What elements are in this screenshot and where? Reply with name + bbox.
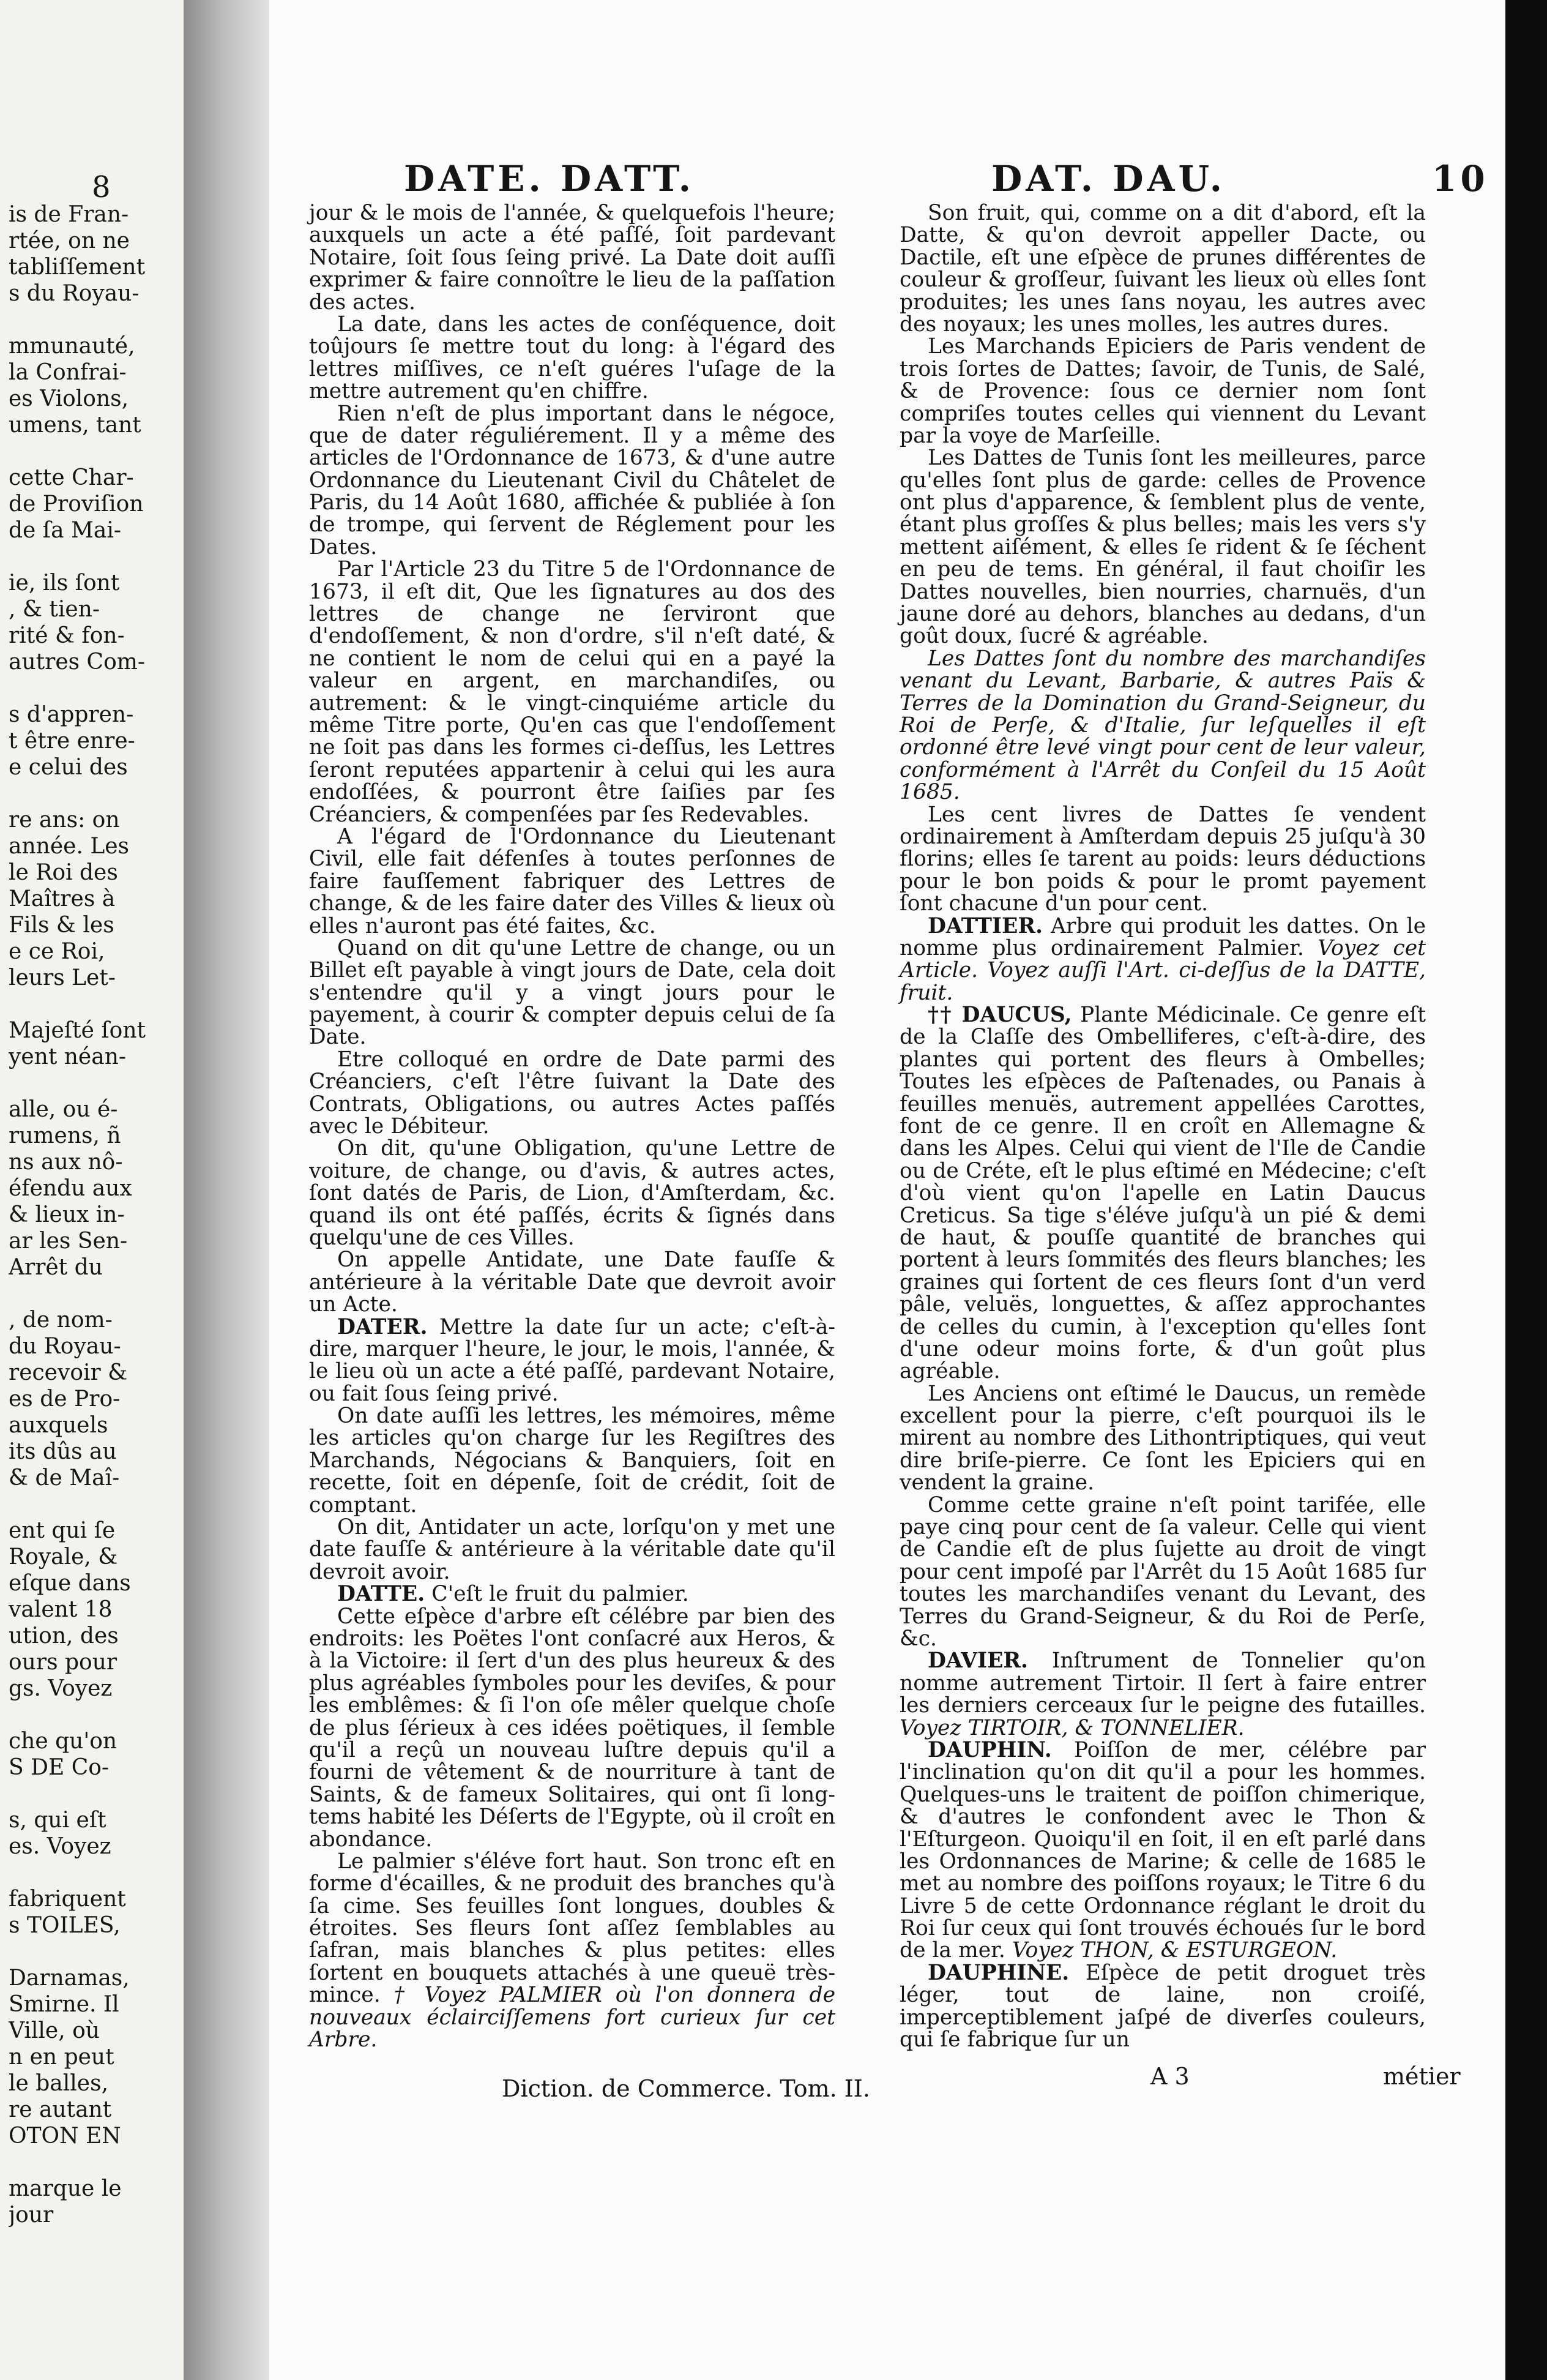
running-head-left: DATE. DATT. [404,158,695,200]
cross-reference: Voyez cet Article. Voyez auſſi l'Art. ci-deſſus de la DATTE, fruit. [900,935,1426,1005]
paragraph: Les Anciens ont eſtimé le Daucus, un remède excellent pour la pierre, c'eſt pourquoi ils le mirent au nombre des Lithontriptiques, qui veut dire briſe-pierre. Ce ſont les Epiciers qui en vendent la graine. [900,1381,1426,1495]
paragraph: Les cent livres de Dattes ſe vendent ordinairement à Amſterdam depuis 25 juſqu'à 30 florins; elles ſe tarent au poids: leurs déductions pour le bon poids & pour le promt payement ſont chacune d'un pour cent. [900,802,1426,916]
facing-page-line: Smirne. Il [9,1992,119,2017]
facing-page-line: Maîtres à [9,886,116,911]
paragraph: On appelle Antidate, une Date fauſſe & antérieure à la véritable Date que devroit avoir un Acte. [309,1248,835,1317]
entry-headword: DAUPHINE. [928,1960,1070,1985]
facing-page-line: & de Maî- [9,1465,120,1491]
facing-page-fragment [0,0,184,2380]
facing-page-line: che qu'on [9,1729,117,1754]
cross-reference: Voyez THON, & ESTURGEON. [1012,1938,1338,1963]
facing-page-line: umens, tant [9,413,141,438]
facing-page-line: e ce Roi, [9,939,105,964]
entry-davier: DAVIER. Inſtrument de Tonnelier qu'on nomme autrement Tirtoir. Il ſert à faire entrer les derniers cerceaux ſur le peigne des futailles. Voyez TIRTOIR, & TONNELIER. [900,1648,1426,1740]
facing-page-line: yent néan- [9,1044,127,1069]
facing-page-line: s, qui eſt [9,1808,106,1833]
facing-page-line: rité & fon- [9,623,125,648]
facing-page-line: Royale, & [9,1544,118,1570]
paragraph: Les Dattes de Tunis ſont les meilleures, parce qu'elles ſont plus de garde: celles de Provence ont plus d'apparence, & ſemblent plus de vente, étant plus groſſes & plus belles; mais les vers s'y mettent aiſément, & elles ſe rident & ſe ſéchent en peu de tems. En général, il faut choiſir les Dattes nouvelles, bien nourries, charnuës, d'un jaune doré au dehors, blanches au dedans, d'un goût doux, ſucré & agréable. [900,446,1426,649]
facing-page-line: leurs Let- [9,965,116,990]
entry-headword: DATER. [337,1314,428,1339]
scan-border [1505,0,1547,2380]
facing-page-line: s TOILES, [9,1913,121,1938]
volume-signature: Diction. de Commerce. Tom. II. [502,2075,870,2102]
facing-page-line: ent qui ſe [9,1518,116,1543]
facing-page-line: n en peut [9,2045,114,2070]
paragraph: Le palmier s'éléve fort haut. Son tronc eſt en forme d'écailles, & ne produit des branches qu'à ſa cime. Ses feuilles ſont longues, doubles & étroites. Ses fleurs ſont aſſez ſemblables au ſafran, mais blanches & plus petites: elles ſortent en bouquets attachés à une queuë très-mince. † Voyez PALMIER où l'on donnera de nouveaux éclairciſſemens fort curieux ſur cet Arbre. [309,1849,835,2053]
facing-page-line: ns aux nô- [9,1150,123,1175]
facing-page-line: ution, des [9,1623,119,1648]
paragraph: Comme cette graine n'eſt point tarifée, elle paye cinq pour cent de ſa valeur. Celle qui vient de Candie eſt de plus ſujette au droit de vingt pour cent impoſé par l'Arrêt du 15 Août 1685 ſur toutes les marchandiſes venant du Levant, des Terres du Grand-Seigneur, & du Roi de Perſe, &c. [900,1492,1426,1651]
entry-dater: DATER. Mettre la date ſur un acte; c'eſt-à-dire, marquer l'heure, le jour, le mois, l'année, & le lieu où un acte a été paſſé, pardevant Notaire, ou fait ſous ſeing privé. [309,1314,836,1406]
facing-page-line: de Proviſion [9,492,144,517]
facing-page-line: le Roi des [9,860,118,885]
entry-dauphine: DAUPHINE. Eſpèce de petit droguet très léger, tout de laine, non croiſé, imperceptiblement jaſpé de diverſes couleurs, qui ſe fabrique ſur un [900,1960,1426,2053]
entry-daucus: †† DAUCUS, Plante Médicinale. Ce genre eſt de la Claſſe des Ombelliferes, c'eſt-à-dire, des plantes qui portent des fleurs à Ombelles; Toutes les eſpèces de Paſtenades, ou Panais à feuilles menuës, autrement appellées Carottes, font de ce genre. Il en croît en Allemagne & dans les Alpes. Celui qui vient de l'Ile de Candie ou de Créte, eſt le plus eſtimé en Médecine; c'eſt d'où vient qu'on l'apelle en Latin Daucus Creticus. Sa tige s'éléve juſqu'à un pié & demi de haut, & pouſſe quantité de branches qui portent à leurs ſommités des fleurs blanches; les graines qui ſortent de ces fleurs ſont d'un verd pâle, veluës, longuettes, & aſſez approchantes de celles du cumin, à l'exception qu'elles ſont d'une odeur moins forte, & d'un goût plus agréable. [900,1003,1426,1384]
facing-page-line: S DE Co- [9,1755,110,1780]
facing-page-line: valent 18 [9,1597,113,1622]
page-number: 10 [1432,158,1489,200]
paragraph: Rien n'eſt de plus important dans le négoce, que de dater réguliérement. Il y a même des articles de l'Ordonnance de 1673, & d'une autre Ordonnance du Lieutenant Civil du Châtelet de Paris, du 14 Août 1680, affichée & publiée à ſon de trompe, qui ſervent de Réglement pour les Dates. [309,401,835,559]
facing-page-line: ie, ils ſont [9,571,120,596]
facing-page-line: la Confrai- [9,360,127,385]
paragraph: On dit, Antidater un acte, lorſqu'on y met une date fauſſe & antérieure à la véritable date qu'il devroit avoir. [309,1515,835,1584]
facing-page-line: Fils & les [9,913,114,938]
facing-page-line: du Royau- [9,1334,121,1359]
facing-page-line: s d'appren- [9,702,134,727]
entry-headword: DATTE. [337,1582,425,1607]
facing-page-line: rumens, ñ [9,1123,121,1148]
entry-dattier: DATTIER. Arbre qui produit les dattes. On le nomme plus ordinairement Palmier. Voyez cet Article. Voyez auſſi l'Art. ci-deſſus de la DATTE, fruit. [900,913,1426,1005]
facing-page-line: de ſa Mai- [9,518,122,543]
facing-page-line: OTON EN [9,2124,121,2149]
facing-page-line: Ville, où [9,2018,100,2043]
facing-page-line: le balles, [9,2071,109,2096]
facing-page-line: t être enre- [9,728,135,754]
paragraph: Son fruit, qui, comme on a dit d'abord, eſt la Datte, & qu'on devroit appeller Dacte, ou Dactile, eſt une eſpèce de prunes différentes de couleur & groſſeur, ſuivant les lieux où elles ſont produites; les unes ſans noyau, les autres avec des noyaux; les unes molles, les autres dures. [900,201,1426,337]
paragraph: Cette eſpèce d'arbre eſt célébre par bien des endroits: les Poëtes l'ont conſacré aux Heros, & à la Victoire: il ſert d'un des plus heureux & des plus agréables ſymboles pour les deviſes, & pour les emblêmes: & ſi l'on oſe mêler quelque choſe de plus ſérieux à ces idées poëtiques, il ſemble qu'il a reçû un nouveau luſtre depuis qu'il a fourni de vêtement & de nourriture à tant de Saints, & de fameux Solitaires, qui ont ſi long-tems habité les Déſerts de l'Egypte, où il croît en abondance. [309,1604,835,1852]
facing-page-line: jour [9,2202,54,2228]
facing-page-line: ar les Sen- [9,1229,128,1254]
facing-page-line: its dûs au [9,1439,117,1464]
facing-page-line: année. Les [9,834,130,859]
entry-headword: DATTIER. [928,913,1043,938]
facing-page-line: re ans: on [9,807,120,833]
facing-page-line: auxquels [9,1413,108,1438]
signature-mark: A 3 [1150,2063,1190,2090]
facing-page-line: eſque dans [9,1571,131,1596]
cross-reference: Voyez TIRTOIR, & TONNELIER. [900,1715,1245,1740]
paragraph: Les Dattes ſont du nombre des marchandiſes venant du Levant, Barbarie, & autres Païs & Terres de la Domination du Grand-Seigneur, du Roi de Perſe, & d'Italie, ſur leſquelles il eſt ordonné être levé vingt pour cent de leur valeur, conformément à l'Arrêt du Conſeil du 15 Août 1685. [900,646,1426,805]
left-column [309,202,835,2051]
running-head-right: DAT. DAU. [991,158,1226,200]
paragraph: Quand on dit qu'une Lettre de change, ou un Billet eſt payable à vingt jours de Date, cela doit s'entendre qu'il y a vingt jours pour le payement, à courir & compter depuis celui de ſa Date. [309,935,835,1050]
facing-page-line: Darnamas, [9,1966,130,1991]
facing-page-line: e celui des [9,755,128,780]
facing-page-line: Arrêt du [9,1255,103,1280]
facing-page-line: éfendu aux [9,1176,132,1201]
catchword: métier [1383,2063,1461,2090]
facing-page-line: & lieux in- [9,1202,125,1227]
paragraph: A l'égard de l'Ordonnance du Lieutenant Civil, elle fait défenſes à toutes perſonnes de faire fauſſement fabriquer des Lettres de change, & de les faire dater des Villes & lieux où elles n'auront pas été faites, &c. [309,824,835,938]
facing-page-line: mmunauté, [9,334,135,359]
facing-page-line: , de nom- [9,1308,113,1333]
paragraph: jour & le mois de l'année, & quelquefois l'heure; auxquels un acte a été paſſé, ſoit pardevant Notaire, ſoit ſous ſeing privé. La Date doit auſſi exprimer & faire connoître le lieu de la paſſation des actes. [309,201,835,315]
facing-page-line: recevoir & [9,1360,128,1385]
facing-page-line: es Violons, [9,386,129,411]
paragraph: Par l'Article 23 du Titre 5 de l'Ordonnance de 1673, il eſt dit, Que les ſignatures au dos des lettres de change ne ſerviront que d'endoſſement, & non d'ordre, s'il n'eſt daté, & ne contient le nom de celui qui en a payé la valeur en argent, en marchandiſes, ou autrement: & le vingt-cinquiéme article du même Titre porte, Qu'en cas que l'endoſſement ne ſoit pas dans les formes ci-deſſus, les Lettres ſeront reputées appartenir à celui qui les aura endoſſées, & pourront être ſaiſies par ſes Créanciers, & compenſées par ſes Redevables. [309,557,835,827]
paragraph: Les Marchands Epiciers de Paris vendent de trois ſortes de Dattes; ſavoir, de Tunis, de Salé, & de Provence: ſous ce dernier nom ſont compriſes toutes celles qui viennent du Levant par la voye de Marſeille. [900,334,1426,448]
entry-datte: DATTE. C'eſt le fruit du palmier. [337,1582,689,1607]
facing-page-line: , & tien- [9,597,100,622]
facing-page-line: autres Com- [9,649,146,675]
right-column [900,202,1426,2051]
cross-reference: † Voyez PALMIER où l'on donnera de nouveaux éclairciſſemens fort curieux ſur cet Arbre. [309,1983,835,2053]
facing-page-line: es de Pro- [9,1386,121,1412]
facing-page-line: alle, ou é- [9,1097,118,1122]
facing-page-line: tabliſſement [9,255,146,280]
entry-headword: DAVIER. [928,1648,1029,1674]
facing-page-line: cette Char- [9,465,134,490]
facing-page-line: marque le [9,2176,122,2201]
facing-page-line: rtée, on ne [9,228,130,253]
facing-page-line: s du Royau- [9,281,140,306]
paragraph: Etre colloqué en ordre de Date parmi des Créanciers, c'eſt l'être ſuivant la Date des Contrats, Obligations, ou autres Actes paſſés avec le Débiteur. [309,1047,835,1139]
facing-page-line: re autant [9,2097,112,2122]
entry-headword: DAUPHIN. [928,1737,1052,1762]
entry-headword: †† DAUCUS, [928,1003,1072,1028]
entry-dauphin: DAUPHIN. Poiſſon de mer, célébre par l'inclination qu'on dit qu'il a pour les hommes. Quelques-uns le traitent de poiſſon chimerique, & d'autres le confondent avec le Thon & l'Eſturgeon. Quoiqu'il en ſoit, il en eſt parlé dans les Ordonnances de Marine; & celle de 1685 le met au nombre des poiſſons royaux; le Titre 6 du Livre 5 de cette Ordonnance réglant le droit du Roi ſur ceux qui ſont trouvés échoués ſur le bord de la mer. Voyez THON, & ESTURGEON. [900,1737,1426,1963]
facing-page-line: fabriquent [9,1887,126,1912]
paragraph: On date auſſi les lettres, les mémoires, même les articles qu'on charge ſur les Regiſtres des Marchands, Négocians & Banquiers, ſoit en recette, ſoit en dépenſe, ſoit de crédit, ſoit de comptant. [309,1404,835,1517]
facing-page-line: ours pour [9,1650,117,1675]
facing-page-line: es. Voyez [9,1834,111,1859]
facing-page-line: gs. Voyez [9,1676,113,1701]
book-page [269,0,1505,2380]
facing-page-number: 8 [92,170,111,204]
paragraph: La date, dans les actes de conſéquence, doit toûjours ſe mettre tout du long: à l'égard des lettres miſſives, ce n'eſt guéres l'uſage de la mettre autrement qu'en chiffre. [309,312,835,404]
facing-page-line: is de Fran- [9,202,129,227]
paragraph: On dit, qu'une Obligation, qu'une Lettre de voiture, de change, ou d'avis, & autres actes, ſont datés de Paris, de Lion, d'Amſterdam, &c. quand ils ont été paſſés, écrits & ſignés dans quelqu'une de ces Villes. [309,1136,835,1250]
facing-page-line: Majeſté ſont [9,1018,146,1043]
